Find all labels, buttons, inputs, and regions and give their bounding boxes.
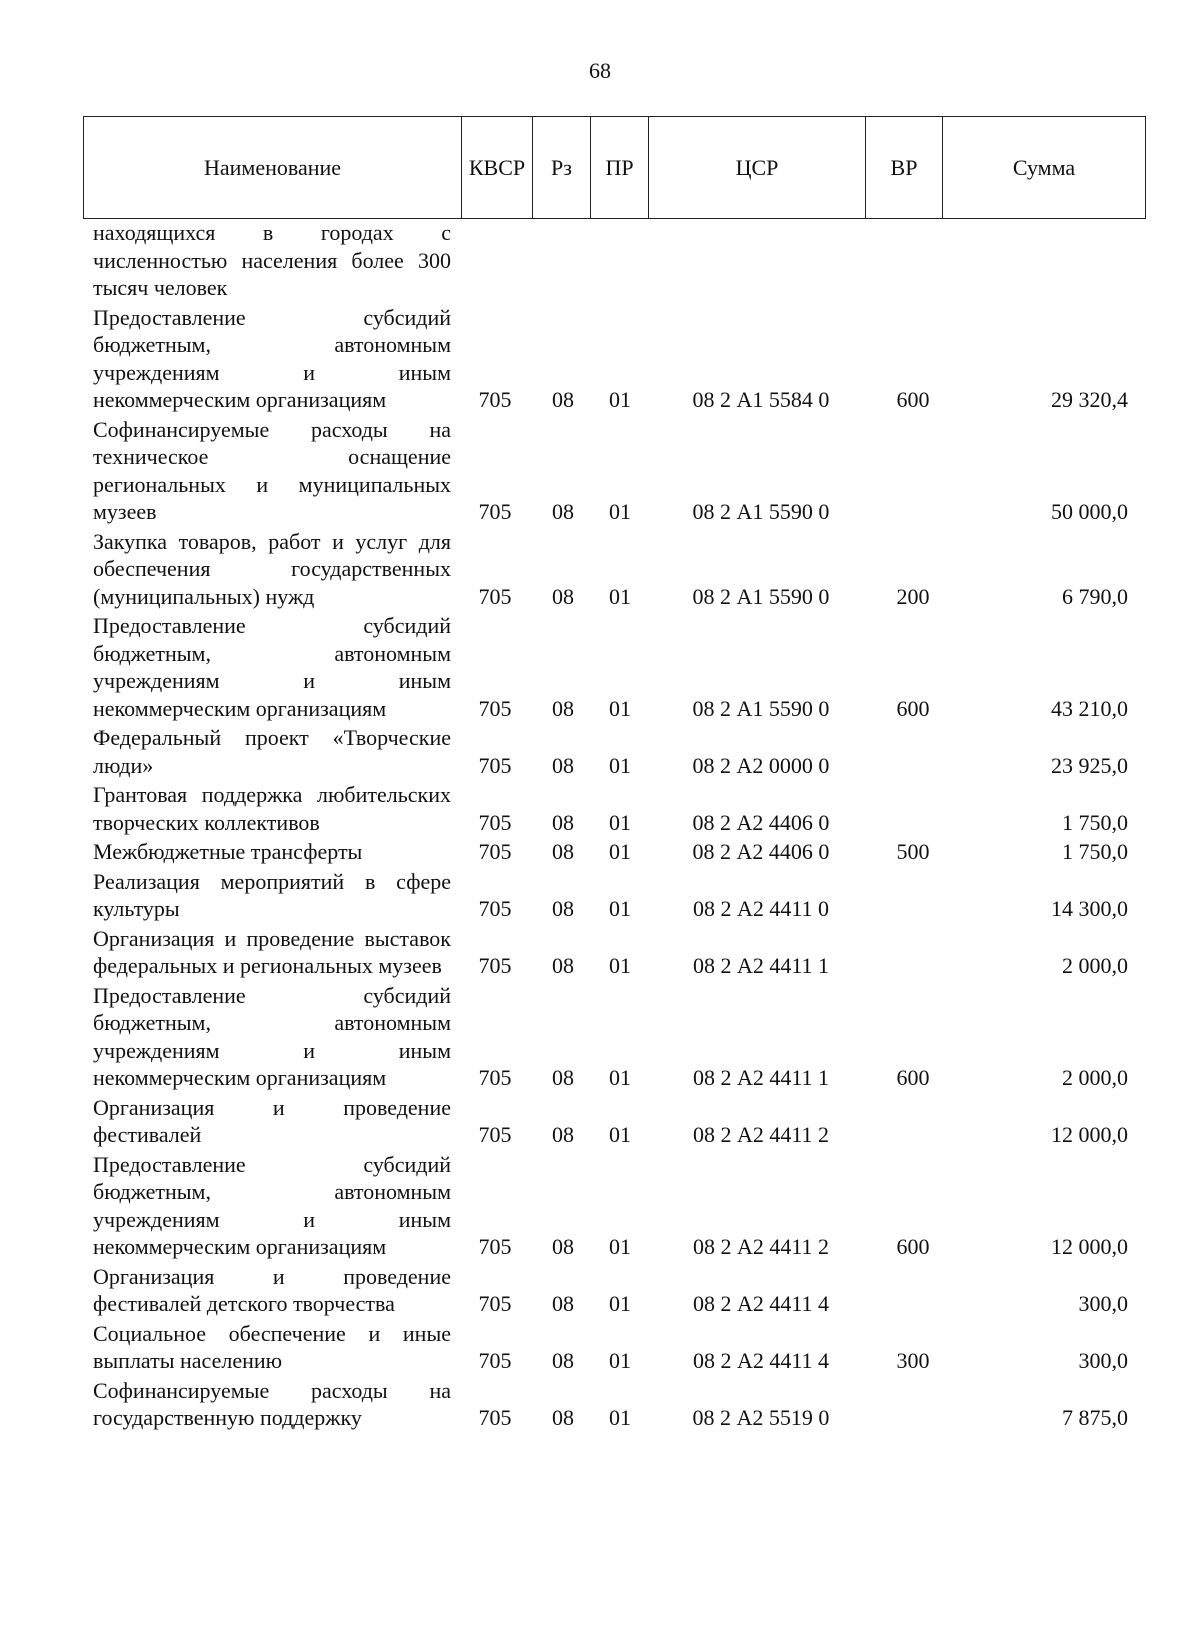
- row-vr: 300: [896, 1348, 930, 1373]
- row-rz: 08: [552, 583, 574, 609]
- table-row: [93, 528, 1136, 611]
- row-csr: 08 2 А1 5590 0: [692, 499, 830, 524]
- row-rz: 08: [552, 1348, 574, 1373]
- table-row: [93, 781, 1136, 836]
- row-kvsr: 705: [478, 499, 512, 524]
- row-kvsr: 705: [478, 1122, 512, 1147]
- row-name: Организация и проведение фестивалей: [93, 1094, 451, 1147]
- table-row: [93, 724, 1136, 779]
- row-name: Федеральный проект «Творческие люди»: [93, 725, 451, 778]
- row-sum: 12 000,0: [1051, 1122, 1128, 1147]
- row-vr: 600: [896, 1234, 930, 1259]
- row-sum: 14 300,0: [1051, 896, 1128, 921]
- row-sum: 43 210,0: [1051, 695, 1128, 721]
- row-vr: 600: [896, 695, 930, 721]
- row-pr: 01: [609, 387, 631, 412]
- row-sum: 50 000,0: [1051, 499, 1128, 524]
- row-pr: 01: [609, 1234, 631, 1259]
- row-pr: 01: [609, 809, 631, 835]
- row-rz: 08: [552, 839, 574, 864]
- row-pr: 01: [609, 953, 631, 978]
- row-name: Закупка товаров, работ и услуг для обеспечения государственных (муниципальных) нужд: [93, 528, 451, 609]
- row-vr: 600: [896, 1065, 930, 1090]
- row-kvsr: 705: [478, 752, 512, 778]
- table-row: [93, 838, 1136, 866]
- row-pr: 01: [609, 1291, 631, 1316]
- table-row: [93, 416, 1136, 526]
- row-kvsr: 705: [478, 1348, 512, 1373]
- row-sum: 1 750,0: [1062, 809, 1128, 835]
- row-name: Межбюджетные трансферты: [93, 839, 363, 864]
- column-header-csr: ЦСР: [649, 117, 866, 218]
- row-rz: 08: [552, 1405, 574, 1430]
- row-kvsr: 705: [478, 953, 512, 978]
- row-name: Организация и проведение фестивалей детского творчества: [93, 1263, 451, 1316]
- row-csr: 08 2 А1 5590 0: [692, 583, 830, 609]
- row-sum: 1 750,0: [1062, 839, 1128, 864]
- row-vr: 200: [896, 583, 930, 609]
- row-csr: 08 2 А2 4411 2: [692, 1234, 830, 1259]
- column-header-vr: ВР: [866, 117, 943, 218]
- column-header-rz: Рз: [533, 117, 591, 218]
- row-pr: 01: [609, 896, 631, 921]
- row-name: Социальное обеспечение и иные выплаты населению: [93, 1320, 451, 1373]
- row-pr: 01: [609, 752, 631, 778]
- row-pr: 01: [609, 1405, 631, 1430]
- column-header-pr: ПР: [591, 117, 649, 218]
- row-sum: 2 000,0: [1062, 1065, 1128, 1090]
- row-pr: 01: [609, 583, 631, 609]
- column-header-name: Наименование: [84, 117, 462, 218]
- row-csr: 08 2 А2 4411 4: [692, 1291, 830, 1316]
- table-row: [93, 868, 1136, 923]
- row-kvsr: 705: [478, 695, 512, 721]
- table-body: [93, 219, 1136, 1434]
- row-csr: 08 2 А2 5519 0: [692, 1405, 830, 1430]
- row-name: Предоставление субсидий бюджетным, автономным учреждениям и иным некоммерческим организациям: [93, 304, 451, 412]
- row-pr: 01: [609, 1348, 631, 1373]
- row-name: Предоставление субсидий бюджетным, автономным учреждениям и иным некоммерческим организациям: [93, 613, 451, 721]
- row-name: Предоставление субсидий бюджетным, автономным учреждениям и иным некоммерческим организациям: [93, 982, 451, 1090]
- row-sum: 7 875,0: [1062, 1405, 1128, 1430]
- row-pr: 01: [609, 695, 631, 721]
- row-kvsr: 705: [478, 809, 512, 835]
- page-number: 68: [589, 58, 611, 83]
- table-row: [93, 219, 1136, 302]
- row-sum: 6 790,0: [1062, 583, 1128, 609]
- row-kvsr: 705: [478, 839, 512, 864]
- row-pr: 01: [609, 1065, 631, 1090]
- row-csr: 08 2 А2 4411 1: [692, 1065, 830, 1090]
- table-row: [93, 304, 1136, 414]
- row-kvsr: 705: [478, 1405, 512, 1430]
- table-row: [93, 1377, 1136, 1432]
- row-csr: 08 2 А2 4411 4: [692, 1348, 830, 1373]
- row-rz: 08: [552, 499, 574, 524]
- row-csr: 08 2 А2 4406 0: [692, 839, 830, 864]
- row-kvsr: 705: [478, 1065, 512, 1090]
- row-name: находящихся в городах с численностью населения более 300 тысяч человек: [93, 220, 451, 300]
- row-kvsr: 705: [478, 896, 512, 921]
- row-csr: 08 2 А2 0000 0: [692, 752, 830, 778]
- row-name: Грантовая поддержка любительских творческих коллективов: [93, 782, 451, 835]
- row-sum: 300,0: [1078, 1291, 1128, 1316]
- table-row: [93, 612, 1136, 722]
- row-vr: 600: [896, 387, 930, 412]
- row-sum: 23 925,0: [1051, 752, 1128, 778]
- row-rz: 08: [552, 953, 574, 978]
- row-csr: 08 2 А1 5590 0: [692, 695, 830, 721]
- row-rz: 08: [552, 387, 574, 412]
- column-header-sum: Сумма: [1012, 154, 1076, 180]
- row-name: Предоставление субсидий бюджетным, автономным учреждениям и иным некоммерческим организациям: [93, 1151, 451, 1259]
- table-row: [93, 1263, 1136, 1318]
- row-rz: 08: [552, 896, 574, 921]
- row-csr: 08 2 А2 4406 0: [692, 809, 830, 835]
- row-rz: 08: [552, 809, 574, 835]
- column-header-kvsr: КВСР: [462, 117, 533, 218]
- table-row: [93, 982, 1136, 1092]
- row-pr: 01: [609, 499, 631, 524]
- table-row: [93, 1320, 1136, 1375]
- table-header: [83, 116, 1146, 219]
- row-rz: 08: [552, 1291, 574, 1316]
- row-rz: 08: [552, 1234, 574, 1259]
- row-name: Организация и проведение выставок федеральных и региональных музеев: [93, 925, 451, 978]
- row-pr: 01: [609, 1122, 631, 1147]
- row-csr: 08 2 А2 4411 0: [692, 896, 830, 921]
- row-sum: 300,0: [1078, 1348, 1128, 1373]
- row-rz: 08: [552, 1122, 574, 1147]
- row-rz: 08: [552, 695, 574, 721]
- table-row: [93, 1151, 1136, 1261]
- row-kvsr: 705: [478, 583, 512, 609]
- row-sum: 2 000,0: [1062, 953, 1128, 978]
- table-row: [93, 925, 1136, 980]
- row-kvsr: 705: [478, 1234, 512, 1259]
- row-name: Софинансируемые расходы на техническое оснащение региональных и муниципальных музеев: [93, 416, 451, 524]
- row-name: Реализация мероприятий в сфере культуры: [93, 868, 451, 921]
- row-rz: 08: [552, 752, 574, 778]
- row-pr: 01: [609, 839, 631, 864]
- row-csr: 08 2 А1 5584 0: [692, 387, 830, 412]
- row-sum: 29 320,4: [1051, 387, 1128, 412]
- row-name: Софинансируемые расходы на государственную поддержку: [93, 1377, 451, 1430]
- row-kvsr: 705: [478, 387, 512, 412]
- row-rz: 08: [552, 1065, 574, 1090]
- row-csr: 08 2 А2 4411 2: [692, 1122, 830, 1147]
- table-row: [93, 1094, 1136, 1149]
- row-csr: 08 2 А2 4411 1: [692, 953, 830, 978]
- row-kvsr: 705: [478, 1291, 512, 1316]
- row-vr: 500: [896, 839, 930, 864]
- row-sum: 12 000,0: [1051, 1234, 1128, 1259]
